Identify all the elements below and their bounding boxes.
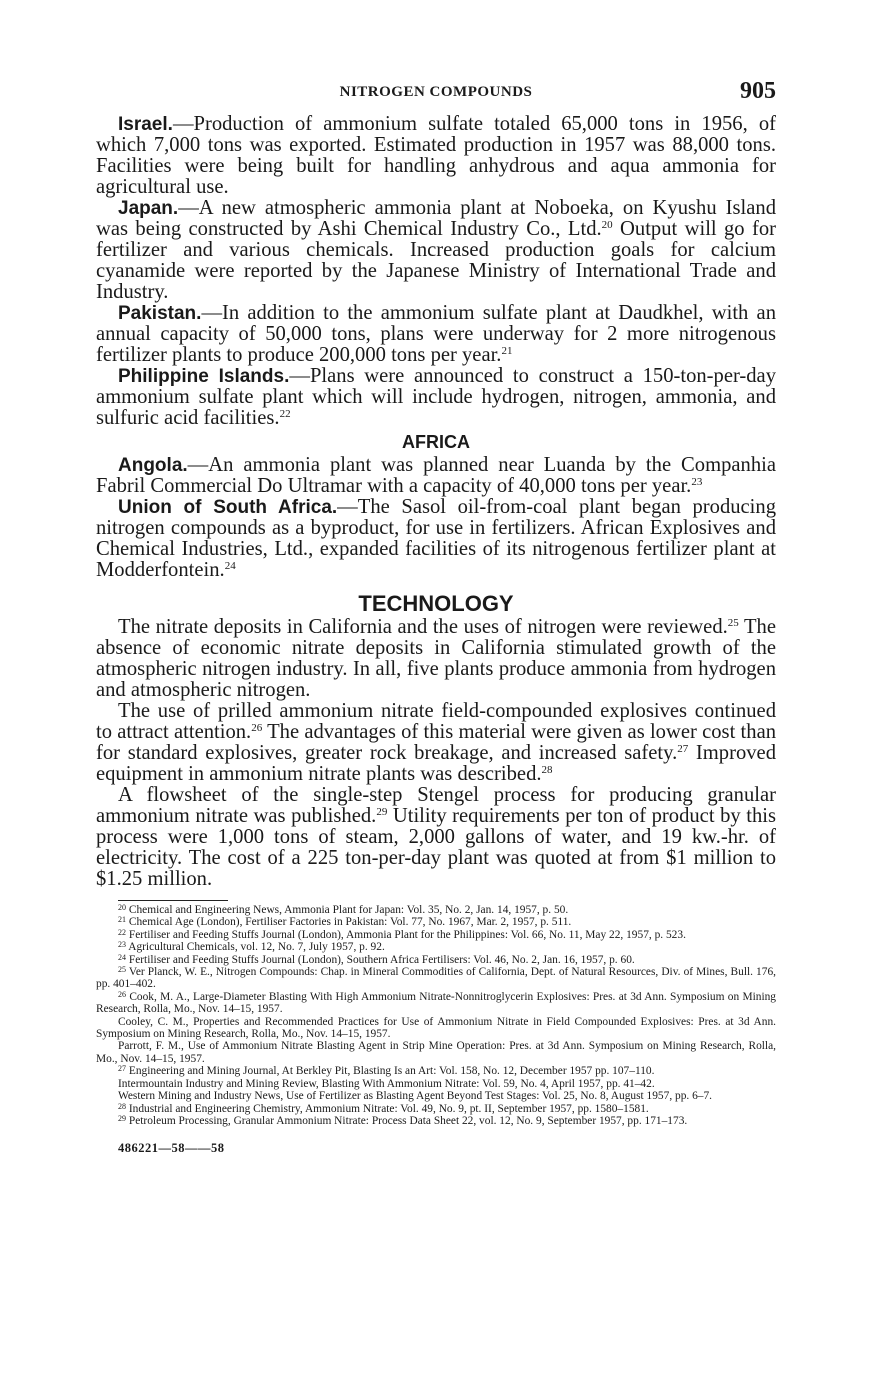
footnote-text: Intermountain Industry and Mining Review, Blasting With Ammonium Nitrate: Vol. 59, No. 4, April 1957, pp. 41–42. bbox=[118, 1077, 655, 1090]
footnote-text: Western Mining and Industry News, Use of Fertilizer as Blasting Agent Beyond Test Stages: Vol. 25, No. 8, August 1957, pp. 6–7. bbox=[118, 1090, 713, 1103]
paragraph-text: —Production of ammonium sulfate totaled 65,000 tons in 1956, of which 7,000 tons was exported. Estimated production in 1957 was 88,000 tons. Facilities were being built for handling anhydrous and aqua ammonia for agricultural use. bbox=[96, 113, 776, 198]
footnote-ref: 25 bbox=[727, 617, 739, 629]
paragraph-technology-1 bbox=[96, 617, 776, 701]
paragraph-pakistan bbox=[96, 303, 776, 366]
document-page bbox=[96, 78, 776, 1156]
footnote-ref: 20 bbox=[601, 219, 613, 231]
paragraph-philippines bbox=[96, 366, 776, 429]
footnote-ref: 22 bbox=[279, 408, 291, 420]
paragraph-text: —Plans were announced to construct a 150-ton-per-day ammonium sulfate plant which will include hydrogen, nitrogen, ammonia, and sulfuric acid facilities. bbox=[96, 365, 776, 429]
footnote-number: 26 bbox=[118, 989, 126, 999]
footnote-ref: 21 bbox=[501, 345, 513, 357]
footnote-text: Parrott, F. M., Use of Ammonium Nitrate Blasting Agent in Strip Mine Operation: Pres. at 3d Ann. Symposium on Mining Research, Rolla, Mo., Nov. 14–15, 1957. bbox=[96, 1040, 776, 1065]
footnote-number: 21 bbox=[118, 915, 126, 925]
section-heading-technology: TECHNOLOGY bbox=[358, 591, 514, 616]
paragraph-text: A flowsheet of the single-step Stengel process for producing granular ammonium nitrate was published. bbox=[96, 784, 776, 827]
footnote bbox=[96, 966, 776, 991]
section-heading-africa: AFRICA bbox=[402, 432, 470, 452]
paragraph-text: —An ammonia plant was planned near Luanda by the Companhia Fabril Commercial Do Ultramar with a capacity of 40,000 tons per year. bbox=[96, 454, 776, 497]
footnote bbox=[96, 929, 776, 941]
footnote-text: Agricultural Chemicals, vol. 12, No. 7, July 1957, p. 92. bbox=[128, 941, 385, 954]
paragraph-text: —The Sasol oil-from-coal plant began producing nitrogen compounds as a byproduct, for use in fertilizers. African Explosives and Chemical Industries, Ltd., expanded facilities of its nitrogenous fertilizer plant at Modderfontein. bbox=[96, 496, 776, 581]
footnote-ref: 27 bbox=[677, 743, 689, 755]
footnote bbox=[96, 1090, 776, 1102]
footnote-ref: 28 bbox=[541, 764, 553, 776]
paragraph-text: The nitrate deposits in California and the uses of nitrogen were reviewed. bbox=[118, 616, 728, 638]
footnote-divider bbox=[118, 900, 228, 901]
footnote-text: Industrial and Engineering Chemistry, Ammonium Nitrate: Vol. 49, No. 9, pt. II, September 1957, pp. 1580–1581. bbox=[128, 1102, 649, 1115]
paragraph-israel bbox=[96, 114, 776, 198]
paragraph-text: Improved equipment in ammonium nitrate plants was described. bbox=[96, 742, 776, 785]
printer-code: 486221—58——58 bbox=[118, 1141, 225, 1156]
paragraph-south-africa bbox=[96, 497, 776, 581]
footnote-number: 29 bbox=[118, 1113, 126, 1123]
footnote bbox=[96, 954, 776, 966]
paragraph-japan bbox=[96, 198, 776, 303]
country-lead: Union of South Africa. bbox=[118, 497, 338, 518]
paragraph-text: —In addition to the ammonium sulfate plant at Daudkhel, with an annual capacity of 50,000 tons, plans were underway for 2 more nitrogenous fertilizer plants to produce 200,000 tons per year. bbox=[96, 302, 776, 366]
country-lead: Philippine Islands. bbox=[118, 366, 290, 387]
footnote bbox=[96, 916, 776, 928]
footnote bbox=[96, 1103, 776, 1115]
footnote-ref: 24 bbox=[224, 560, 236, 572]
country-lead: Angola. bbox=[118, 455, 188, 476]
paragraph-text: Output will go for fertilizer and various chemicals. Increased production goals for calcium cyanamide were reported by the Japanese Ministry of International Trade and Industry. bbox=[96, 218, 776, 303]
page-number: 905 bbox=[740, 78, 776, 104]
footnote-number: 24 bbox=[118, 952, 126, 962]
footnote bbox=[96, 1040, 776, 1065]
footnote bbox=[96, 904, 776, 916]
running-header bbox=[96, 78, 776, 114]
footnote bbox=[96, 991, 776, 1016]
country-lead: Japan. bbox=[118, 198, 179, 219]
footnote-text: Cooley, C. M., Properties and Recommended Practices for Use of Ammonium Nitrate in Field Compounded Explosives: Pres. at 3d Ann. Symposium on Mining Research, Rolla, Mo., Nov. 14–15, 1957. bbox=[96, 1015, 776, 1041]
paragraph-text: Utility requirements per ton of product by this process were 1,000 tons of steam, 2,000 gallons of water, and 19 kw.-hr. of electricity. The cost of a 225 ton-per-day plant was quoted at from $1 million to $1.25 million. bbox=[96, 805, 776, 890]
footnote-text: Fertiliser and Feeding Stuffs Journal (London), Southern Africa Fertilisers: Vol. 46, No. 2, Jan. 16, 1957, p. 60. bbox=[128, 953, 635, 966]
footnote-text: Fertiliser and Feeding Stuffs Journal (London), Ammonia Plant for the Philippines: Vol. 66, No. 11, May 22, 1957, p. 523. bbox=[128, 928, 686, 941]
footnote-text: Ver Planck, W. E., Nitrogen Compounds: Chap. in Mineral Commodities of California, Dept. of Natural Resources, Div. of Mines, Bull. 176, pp. 401–402. bbox=[96, 966, 776, 991]
footnote bbox=[96, 1016, 776, 1041]
country-lead: Pakistan. bbox=[118, 303, 202, 324]
footnote-number: 25 bbox=[118, 965, 126, 975]
footnote bbox=[96, 1115, 776, 1127]
running-title: NITROGEN COMPOUNDS bbox=[339, 84, 533, 100]
paragraph-text: The absence of economic nitrate deposits in California stimulated growth of the atmospheric nitrogen industry. In all, five plants produce ammonia from hydrogen and atmospheric nitrogen. bbox=[96, 616, 776, 701]
footnote-number: 27 bbox=[118, 1064, 126, 1074]
footnote-number: 28 bbox=[118, 1101, 126, 1111]
footnote-text: Engineering and Mining Journal, At Berkley Pit, Blasting Is an Art: Vol. 158, No. 12, December 1957 pp. 107–110. bbox=[128, 1065, 655, 1078]
footnote bbox=[96, 1078, 776, 1090]
footnotes bbox=[96, 904, 776, 1127]
footnote-number: 23 bbox=[118, 940, 126, 950]
paragraph-text: The advantages of this material were given as lower cost than for standard explosives, greater rock breakage, and increased safety. bbox=[96, 721, 777, 764]
footnote-text: Chemical and Engineering News, Ammonia Plant for Japan: Vol. 35, No. 2, Jan. 14, 1957, p. 50. bbox=[128, 904, 569, 916]
paragraph-angola bbox=[96, 455, 776, 497]
footnote bbox=[96, 941, 776, 953]
footnote-number: 22 bbox=[118, 927, 126, 937]
footnote bbox=[96, 1065, 776, 1077]
footnote-ref: 26 bbox=[251, 722, 263, 734]
footnote-text: Cook, M. A., Large-Diameter Blasting With High Ammonium Nitrate-Nonnitroglycerin Explosives: Pres. at 3d Ann. Symposium on Mining Research, Rolla, Mo., Nov. 14–15, 1957. bbox=[96, 990, 776, 1016]
footnote-ref: 29 bbox=[376, 806, 388, 818]
paragraph-text: —A new atmospheric ammonia plant at Noboeka, on Kyushu Island was being constructed by Ashi Chemical Industry Co., Ltd. bbox=[96, 197, 776, 240]
paragraph-technology-2 bbox=[96, 701, 776, 785]
footnote-text: Petroleum Processing, Granular Ammonium Nitrate: Process Data Sheet 22, vol. 12, No. 9, September 1957, pp. 171–173. bbox=[128, 1114, 688, 1127]
country-lead: Israel. bbox=[118, 114, 173, 135]
footnote-text: Chemical Age (London), Fertiliser Factories in Pakistan: Vol. 77, No. 1967, Mar. 2, 1957, p. 511. bbox=[128, 916, 572, 929]
footnote-ref: 23 bbox=[691, 476, 703, 488]
paragraph-technology-3 bbox=[96, 785, 776, 890]
paragraph-text: The use of prilled ammonium nitrate field-compounded explosives continued to attract attention. bbox=[96, 700, 776, 743]
footnote-number: 20 bbox=[118, 903, 126, 912]
